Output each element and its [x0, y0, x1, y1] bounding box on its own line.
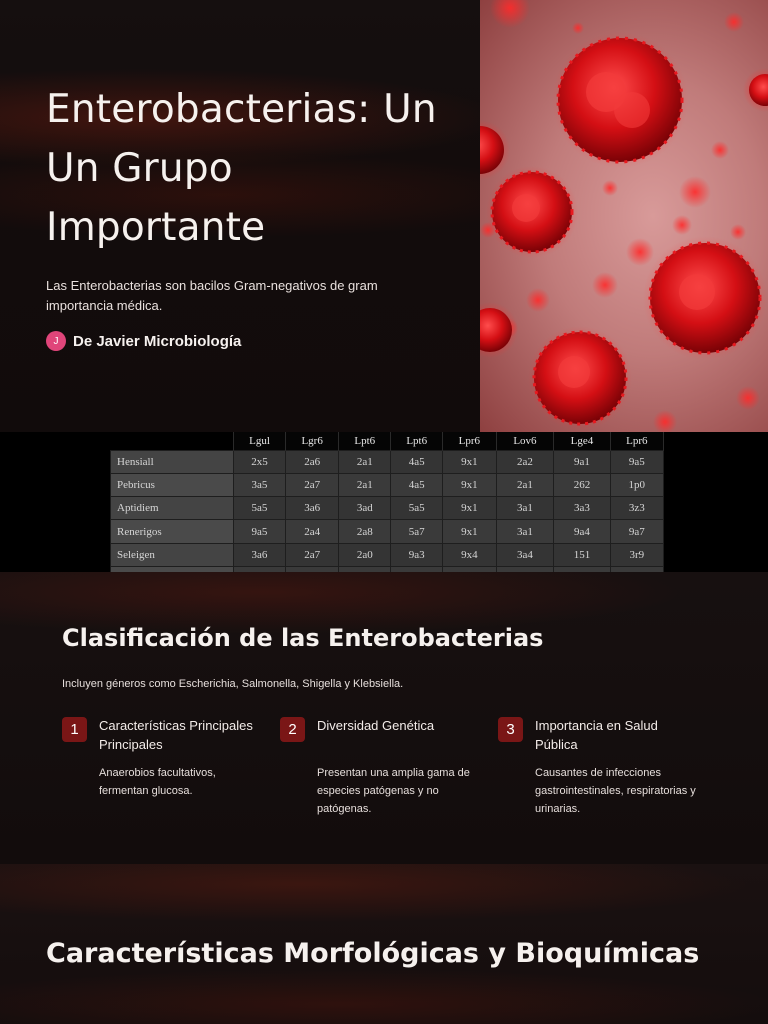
hero-title-line: Un Grupo	[46, 146, 233, 191]
hero-description-line: importancia médica.	[46, 298, 163, 313]
table-cell: 2a4	[285, 520, 338, 543]
card-description-line: Anaerobios facultativos,	[99, 767, 216, 779]
table-cell: 151	[554, 543, 610, 566]
table-cell: 9x4	[443, 543, 496, 566]
table-header-cell: Lpt6	[391, 432, 443, 450]
table-cell: 3a1	[496, 520, 554, 543]
table-cell: 5a5	[391, 497, 443, 520]
table-cell: 3r9	[610, 543, 663, 566]
table-header-cell: Lpt6	[339, 432, 391, 450]
card-title-line: Pública	[535, 737, 578, 752]
table-cell: 9x1	[443, 473, 496, 496]
table-cell: 4a5	[391, 473, 443, 496]
table-cell: 3ad	[339, 497, 391, 520]
author-byline[interactable]	[46, 331, 241, 351]
number-badge: 3	[498, 717, 523, 742]
section-title: Características Morfológicas y Bioquímicas	[46, 938, 700, 969]
table-row	[111, 520, 664, 543]
table-header-cell	[111, 432, 234, 450]
table-cell: 9a4	[554, 520, 610, 543]
table-header-cell: Lge4	[554, 432, 610, 450]
table-cell: 2a8	[339, 520, 391, 543]
bacteria-illustration	[480, 0, 768, 432]
table-cell: 5a7	[391, 520, 443, 543]
card-title	[317, 716, 487, 735]
table-cell: 3z3	[610, 497, 663, 520]
table-row	[111, 543, 664, 566]
table-cell: 2a1	[496, 473, 554, 496]
table-cell: 9x1	[443, 497, 496, 520]
data-table-image	[110, 432, 664, 572]
table-cell: 4a5	[391, 450, 443, 473]
hero-description-line: Las Enterobacterias son bacilos Gram-negativos de gram	[46, 278, 378, 293]
section-subtitle: Incluyen géneros como Escherichia, Salmonella, Shigella y Klebsiella.	[62, 678, 404, 690]
table-cell: Hensiall	[111, 450, 234, 473]
card-description-line: Causantes de infecciones	[535, 767, 661, 779]
table-header-cell: Lov6	[496, 432, 554, 450]
card-description-line: gastrointestinales, respiratorias y	[535, 785, 696, 797]
table-cell: 9x1	[443, 520, 496, 543]
table-cell: 9a7	[610, 520, 663, 543]
card-description-line: especies patógenas y no	[317, 785, 439, 797]
bacteria-cells	[480, 32, 768, 430]
table-cell: 2a1	[339, 450, 391, 473]
table-cell: Aptidiem	[111, 497, 234, 520]
card-description-line: urinarias.	[535, 803, 581, 815]
table-cell: 9x1	[443, 450, 496, 473]
card-title-line: Características Principales	[99, 718, 253, 733]
table-cell: 5a5	[234, 497, 286, 520]
hero-title	[46, 80, 466, 257]
table-cell: 2a0	[339, 543, 391, 566]
table-header-cell: Lpr6	[610, 432, 663, 450]
card-description-line: patógenas.	[317, 803, 372, 815]
table-cell: 2x5	[234, 450, 286, 473]
table-cell: Renerigos	[111, 520, 234, 543]
card-title-line: Diversidad Genética	[317, 718, 435, 733]
table-cell: 3a6	[285, 497, 338, 520]
table-cell: 9a3	[391, 543, 443, 566]
hero-title-line: Importante	[46, 205, 266, 250]
avatar: J	[46, 331, 66, 351]
card-description	[99, 764, 275, 800]
card-title	[535, 716, 705, 754]
table-cell: 262	[554, 473, 610, 496]
table-image-band	[0, 432, 768, 572]
table-cell: 1p0	[610, 473, 663, 496]
hero-title-line: Enterobacterias: Un	[46, 87, 437, 132]
card-description-line: fermentan glucosa.	[99, 785, 193, 797]
hero-section	[0, 0, 768, 432]
hero-description	[46, 276, 446, 316]
classification-section	[0, 572, 768, 864]
table-header-cell: Lpr6	[443, 432, 496, 450]
number-badge: 1	[62, 717, 87, 742]
card-description-line: Presentan una amplia gama de	[317, 767, 470, 779]
table-cell: 3a5	[234, 473, 286, 496]
table-header-cell: Lgr6	[285, 432, 338, 450]
table-cell: 2a7	[285, 543, 338, 566]
card-description	[535, 764, 711, 818]
table-cell: 2a6	[285, 450, 338, 473]
card-title-line: Importancia en Salud	[535, 718, 658, 733]
table-cell: 9a5	[234, 520, 286, 543]
section-title: Clasificación de las Enterobacterias	[62, 624, 544, 652]
table-cell: 2a2	[496, 450, 554, 473]
bacteria-illustration-svg	[480, 0, 768, 432]
table-cell: 9a1	[554, 450, 610, 473]
table-cell: Seleigen	[111, 543, 234, 566]
table-cell: 3a6	[234, 543, 286, 566]
card-description	[317, 764, 493, 818]
card-title-line: Principales	[99, 737, 163, 752]
table-cell: 3a3	[554, 497, 610, 520]
table-row	[111, 450, 664, 473]
table-row	[111, 473, 664, 496]
table-cell: 3a1	[496, 497, 554, 520]
card-title	[99, 716, 269, 754]
table-cell: Pebricus	[111, 473, 234, 496]
table-row	[111, 497, 664, 520]
morphology-section	[0, 864, 768, 1024]
author-name: De Javier Microbiología	[73, 332, 242, 350]
table-cell: 3a4	[496, 543, 554, 566]
number-badge: 2	[280, 717, 305, 742]
table-header-cell: Lgul	[234, 432, 286, 450]
table-cell: 2a1	[339, 473, 391, 496]
table-cell: 2a7	[285, 473, 338, 496]
table-cell: 9a5	[610, 450, 663, 473]
